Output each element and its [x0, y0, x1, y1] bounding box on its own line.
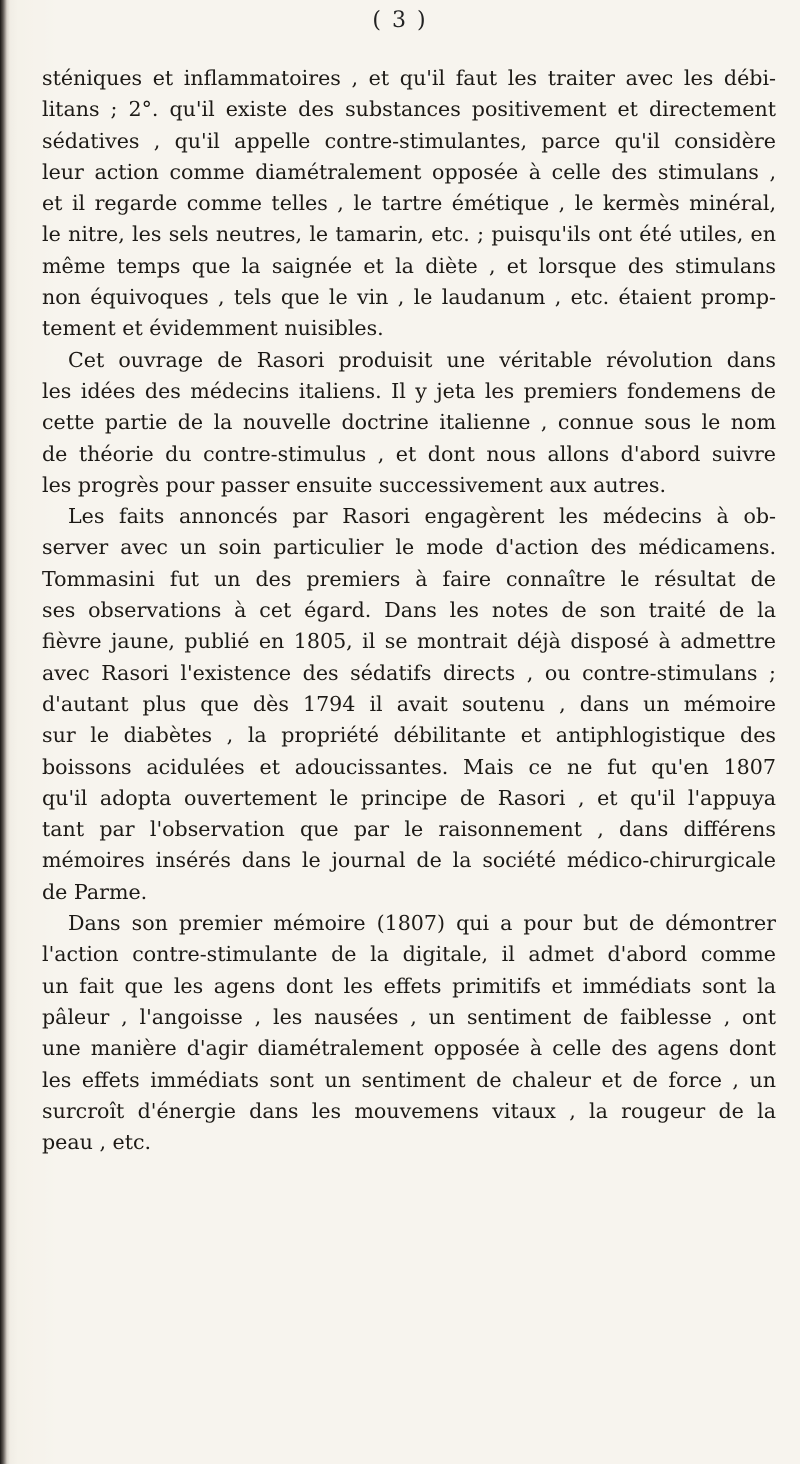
paragraph [42, 63, 776, 345]
text-line: tement et évidemment nuisibles. [42, 316, 384, 341]
text-line: Les faits annoncés par Rasori engagèrent les médecins à ob- [68, 504, 776, 529]
text-line: une manière d'agir diamétralement opposée à celle des agens dont [42, 1036, 776, 1061]
text-line: surcroît d'énergie dans les mouvemens vitaux , la rougeur de la [42, 1098, 776, 1123]
text-line: mémoires insérés dans le journal de la société médico-chirurgicale [42, 848, 776, 873]
text-line: sténiques et inflammatoires , et qu'il faut les traiter avec les débi- [42, 66, 776, 90]
text-line: ses observations à cet égard. Dans les notes de son traité de la [42, 598, 776, 623]
text-line: leur action comme diamétralement opposée à celle des stimulans , [42, 159, 776, 184]
text-line: Tommasini fut un des premiers à faire connaître le résultat de [42, 566, 776, 591]
text-line: même temps que la saignée et la diète , et lorsque des stimulans [42, 253, 776, 278]
text-line: sur le diabètes , la propriété débilitante et antiphlogistique des [42, 723, 776, 748]
text-line: pâleur , l'angoisse , les nausées , un sentiment de faiblesse , ont [42, 1004, 776, 1029]
text-line: de Parme. [42, 879, 148, 904]
text-line: Cet ouvrage de Rasori produisit une véritable révolution dans [68, 347, 776, 372]
text-line: cette partie de la nouvelle doctrine italienne , connue sous le nom [42, 410, 776, 435]
text-line: les effets immédiats sont un sentiment de chaleur et de force , un [42, 1067, 776, 1092]
text-line: le nitre, les sels neutres, le tamarin, etc. ; puisqu'ils ont été utiles, en [42, 222, 776, 247]
text-line: les idées des médecins italiens. Il y jeta les premiers fondemens de [42, 378, 776, 403]
text-line: et il regarde comme telles , le tartre émétique , le kermès minéral, [42, 191, 776, 216]
text-line: litans ; 2°. qu'il existe des substances positivement et directement [42, 97, 776, 122]
text-line: Dans son premier mémoire (1807) qui a pour but de démontrer [68, 911, 776, 936]
text-line: d'autant plus que dès 1794 il avait soutenu , dans un mémoire [42, 691, 776, 716]
body-text [42, 63, 776, 1158]
text-line: sédatives , qu'il appelle contre-stimulantes, parce qu'il considère [42, 128, 776, 153]
paragraph [42, 908, 776, 1158]
text-line: server avec un soin particulier le mode d'action des médicamens. [42, 535, 776, 560]
text-line: tant par l'observation que par le raisonnement , dans différens [42, 817, 776, 842]
text-line: qu'il adopta ouvertement le principe de Rasori , et qu'il l'appuya [42, 785, 776, 810]
text-line: les progrès pour passer ensuite successivement aux autres. [42, 472, 667, 497]
text-line: avec Rasori l'existence des sédatifs directs , ou contre-stimulans ; [42, 660, 776, 685]
page-number: ( 3 ) [372, 8, 428, 33]
text-line: l'action contre-stimulante de la digitale, il admet d'abord comme [42, 942, 776, 967]
paragraph [42, 345, 776, 501]
text-line: fièvre jaune, publié en 1805, il se montrait déjà disposé à admettre [42, 629, 776, 654]
text-line: peau , etc. [42, 1130, 152, 1155]
text-line: boissons acidulées et adoucissantes. Mais ce ne fut qu'en 1807 [42, 754, 776, 779]
paragraph [42, 501, 776, 908]
text-line: un fait que les agens dont les effets primitifs et immédiats sont la [42, 973, 776, 998]
text-line: non équivoques , tels que le vin , le laudanum , etc. étaient promp- [42, 285, 776, 310]
text-line: de théorie du contre-stimulus , et dont nous allons d'abord suivre [42, 441, 776, 466]
page-edge-shadow [0, 0, 10, 1464]
